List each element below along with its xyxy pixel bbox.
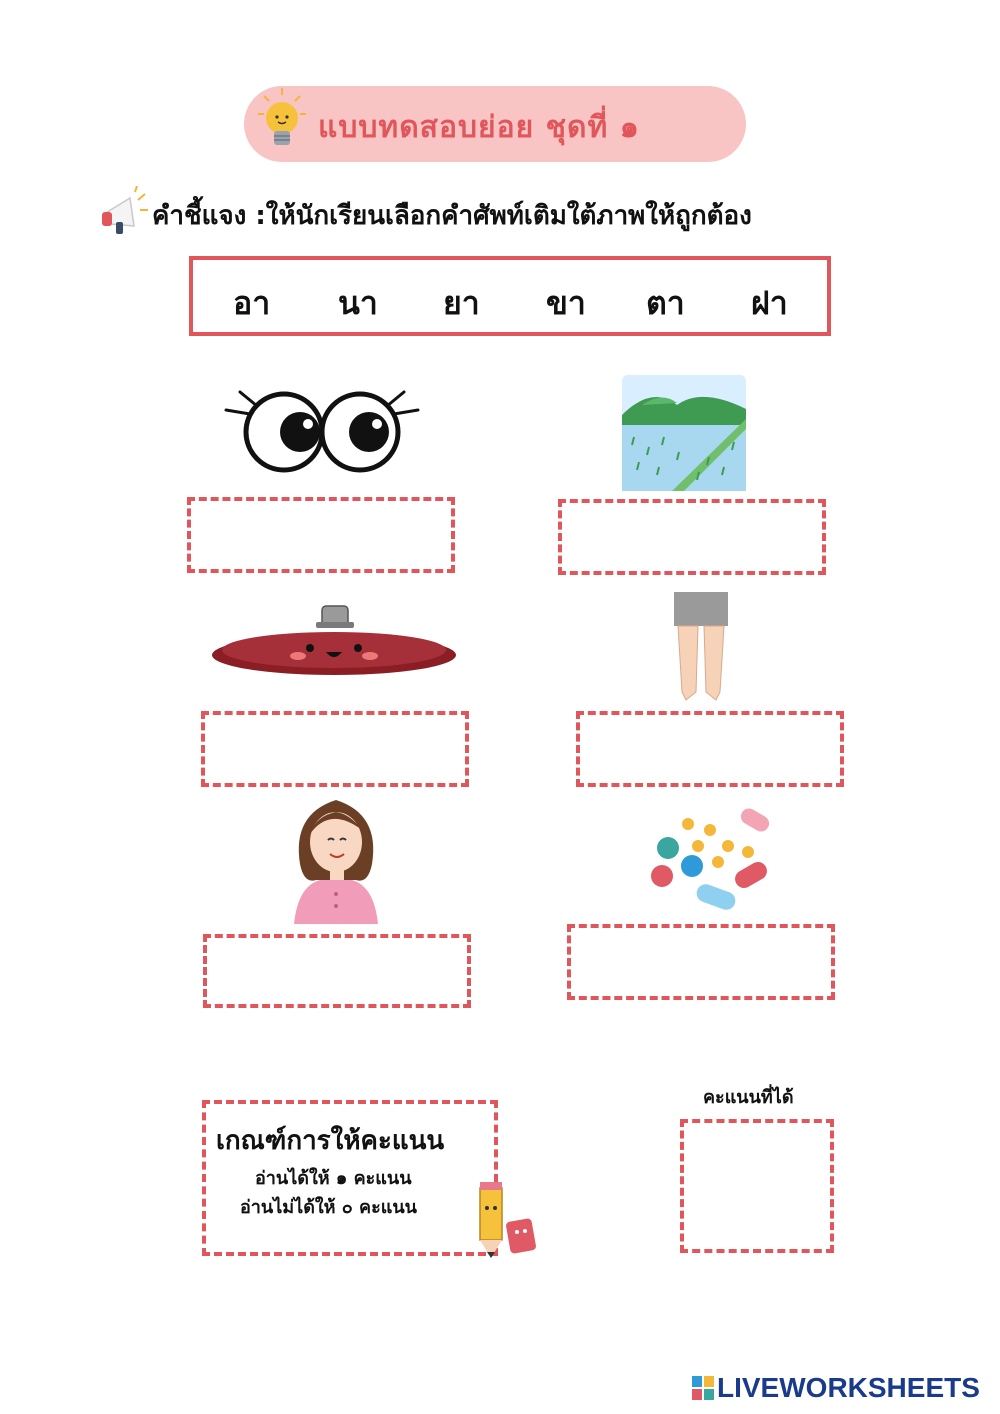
- instruction-text: คำชี้แจง :ให้นักเรียนเลือกคำศัพท์เติมใต้ภาพให้ถูกต้อง: [152, 201, 752, 231]
- answer-box-legs[interactable]: [576, 711, 844, 787]
- score-label: คะแนนที่ได้: [703, 1087, 794, 1108]
- rice-field-picture: [622, 375, 746, 491]
- lightbulb-icon: [256, 86, 308, 156]
- word-option[interactable]: ตา: [646, 284, 685, 322]
- word-option[interactable]: ยา: [443, 284, 480, 322]
- answer-input[interactable]: [191, 501, 451, 569]
- answer-input[interactable]: [562, 503, 822, 571]
- score-input[interactable]: [684, 1123, 834, 1251]
- answer-box-pills[interactable]: [567, 924, 835, 1000]
- woman-picture: [290, 794, 382, 924]
- page-title: แบบทดสอบย่อย ชุดที่ ๑: [318, 110, 640, 145]
- answer-box-eyes[interactable]: [187, 497, 455, 573]
- answer-box-lid[interactable]: [201, 711, 469, 787]
- pot-lid-picture: [210, 600, 458, 682]
- pencil-eraser-icon: [470, 1178, 542, 1262]
- answer-input[interactable]: [207, 938, 467, 1004]
- pills-picture: [648, 804, 776, 916]
- liveworksheets-logo-icon: [692, 1376, 714, 1400]
- answer-input[interactable]: [205, 715, 465, 783]
- criteria-title: เกณฑ์การให้คะแนน: [216, 1126, 445, 1156]
- answer-input[interactable]: [580, 715, 840, 783]
- answer-box-rice-field[interactable]: [558, 499, 826, 575]
- score-box[interactable]: [680, 1119, 834, 1253]
- word-option[interactable]: อา: [233, 284, 271, 322]
- word-option[interactable]: นา: [338, 284, 378, 322]
- word-option[interactable]: ขา: [546, 284, 586, 322]
- eyes-picture: [222, 384, 422, 476]
- word-option[interactable]: ฝา: [751, 284, 788, 322]
- criteria-line-1: อ่านได้ให้ ๑ คะแนน: [255, 1168, 412, 1189]
- answer-box-woman[interactable]: [203, 934, 471, 1008]
- answer-input[interactable]: [571, 928, 831, 996]
- liveworksheets-logo-text: LIVEWORKSHEETS: [717, 1372, 980, 1403]
- word-bank: [189, 256, 831, 336]
- legs-picture: [672, 592, 730, 708]
- criteria-line-2: อ่านไม่ได้ให้ ๐ คะแนน: [240, 1197, 417, 1218]
- megaphone-icon: [98, 186, 152, 236]
